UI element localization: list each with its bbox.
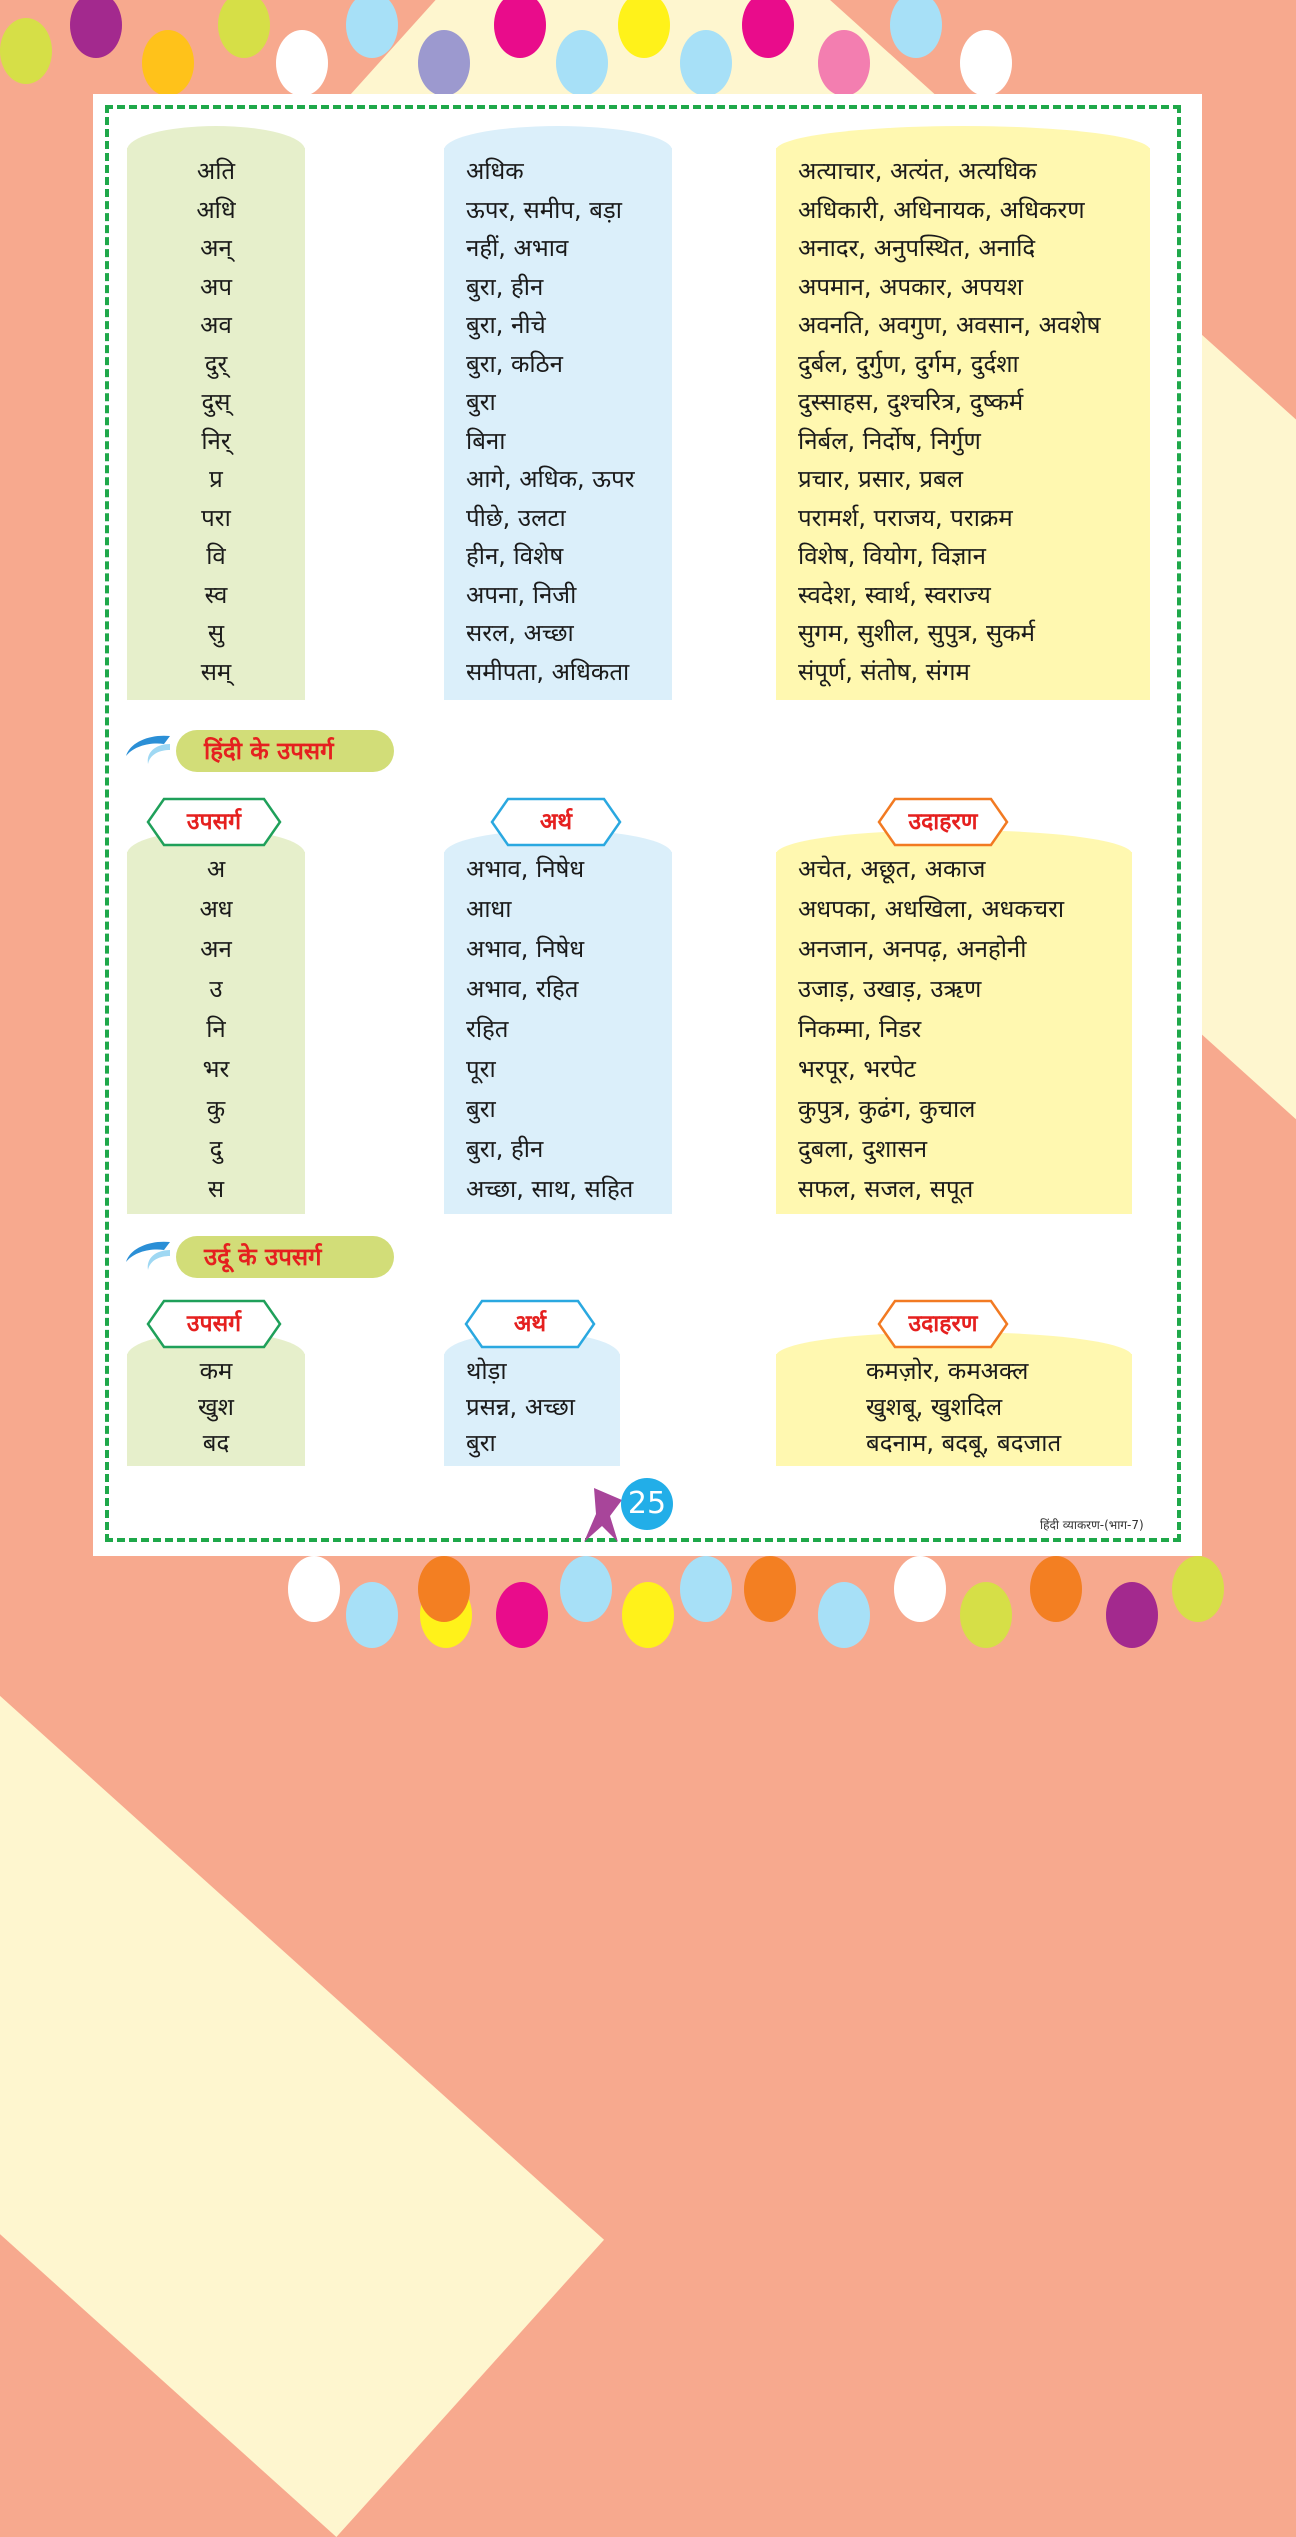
sanskrit-prefixes-meaning-cell: बुरा [466, 388, 496, 416]
sanskrit-prefixes-meaning-cell: हीन, विशेष [466, 542, 564, 570]
sanskrit-prefixes-meaning-cell: पीछे, उलटा [466, 503, 566, 532]
hindi-section-prefix-cell: अन [200, 935, 232, 963]
sanskrit-prefixes-prefix-cell: परा [201, 503, 231, 532]
decorative-dot [890, 0, 942, 58]
hindi-section-meaning-cell: अभाव, निषेध [466, 855, 585, 883]
urdu-header-examples-label: उदाहरण [908, 1311, 978, 1337]
sanskrit-prefixes-meaning-cell: बुरा, हीन [466, 272, 544, 301]
decorative-dot [70, 0, 122, 58]
hindi-section-examples-cell: सफल, सजल, सपूत [798, 1175, 974, 1203]
sanskrit-prefixes-examples-cell: अवनति, अवगुण, अवसान, अवशेष [798, 311, 1101, 339]
sanskrit-prefixes-prefix-cell: स्व [204, 580, 228, 609]
decorative-dot [680, 30, 732, 96]
sanskrit-prefixes-examples-cell: अधिकारी, अधिनायक, अधिकरण [798, 195, 1085, 224]
sanskrit-prefixes-meaning-cell: नहीं, अभाव [466, 234, 569, 262]
decorative-dot [1106, 1582, 1158, 1648]
sanskrit-prefixes-prefix-cell: प्र [209, 465, 223, 493]
hindi-meaning-column [444, 852, 672, 1214]
sanskrit-prefixes-prefix-cell: सु [207, 619, 225, 647]
sanskrit-prefixes-prefix-cell: अति [196, 157, 236, 185]
urdu-header-meaning [464, 1299, 596, 1349]
hindi-section-title-text: हिंदी के उपसर्ग [204, 737, 334, 765]
hindi-section-examples-cell: अधपका, अधखिला, अधकचरा [798, 895, 1065, 923]
sanskrit-prefixes-examples-cell: सुगम, सुशील, सुपुत्र, सुकर्म [798, 619, 1036, 647]
hindi-section-meaning-cell: अभाव, रहित [466, 975, 579, 1003]
hindi-section-prefix-cell: उ [209, 975, 223, 1003]
hindi-section-prefix-cell: दु [209, 1135, 223, 1163]
ribbon-icon [582, 1486, 628, 1544]
sanskrit-prefixes-examples-cell: अपमान, अपकार, अपयश [798, 272, 1024, 301]
urdu-meaning-column [444, 1354, 620, 1466]
hindi-section-meaning-cell: रहित [466, 1015, 509, 1043]
decorative-dot [0, 18, 52, 84]
hindi-section-examples-cell: दुबला, दुशासन [798, 1135, 928, 1163]
hindi-section-meaning-cell: पूरा [466, 1055, 496, 1083]
sanskrit-prefixes-meaning-cell: सरल, अच्छा [466, 619, 574, 647]
decorative-dot [346, 1582, 398, 1648]
hindi-section-examples-cell: निकम्मा, निडर [798, 1015, 922, 1043]
sanskrit-prefixes-prefix-cell: निर् [201, 426, 231, 455]
urdu-header-meaning-label: अर्थ [513, 1311, 547, 1337]
decorative-dot [276, 30, 328, 96]
hindi-section-prefix-cell: अ [206, 855, 226, 883]
hindi-header-meaning-label: अर्थ [539, 809, 573, 835]
sanskrit-prefixes-prefix-cell: अप [200, 272, 232, 301]
sanskrit-prefixes-meaning-cell: बुरा, कठिन [466, 349, 563, 378]
sanskrit-prefixes-prefix-cell: अव [200, 311, 232, 339]
swirl-icon [120, 1238, 172, 1272]
hindi-section-meaning-cell: अभाव, निषेध [466, 935, 585, 963]
urdu-section-meaning-cell: बुरा [466, 1429, 496, 1457]
decorative-dot [560, 1556, 612, 1622]
page-number-badge: 25 [621, 1478, 673, 1530]
sanskrit-prefixes-examples-cell: स्वदेश, स्वार्थ, स्वराज्य [798, 580, 991, 609]
urdu-section-title-text: उर्दू के उपसर्ग [204, 1243, 322, 1271]
sanskrit-meaning-column [444, 148, 672, 700]
urdu-section-title [176, 1236, 394, 1278]
hindi-header-prefix [146, 797, 282, 847]
decorative-dot [1172, 1556, 1224, 1622]
decorative-dot [960, 1582, 1012, 1648]
sanskrit-prefixes-meaning-cell: अपना, निजी [466, 580, 577, 609]
decorative-dot [142, 30, 194, 96]
sanskrit-prefixes-prefix-cell: अधि [196, 195, 236, 224]
swirl-icon [120, 732, 172, 766]
hindi-header-examples [877, 797, 1009, 847]
hindi-section-prefix-cell: नि [206, 1015, 226, 1043]
hindi-header-examples-label: उदाहरण [908, 809, 978, 835]
hindi-examples-column [776, 852, 1132, 1214]
urdu-header-prefix [146, 1299, 282, 1349]
sanskrit-prefixes-meaning-cell: बुरा, नीचे [466, 311, 546, 339]
decorative-dot [418, 1556, 470, 1622]
decorative-dot [680, 1556, 732, 1622]
sanskrit-prefixes-prefix-cell: वि [206, 542, 226, 570]
sanskrit-prefix-column [127, 148, 305, 700]
urdu-section-examples-cell: बदनाम, बदबू, बदजात [866, 1429, 1062, 1457]
sanskrit-prefixes-prefix-cell: दुस् [201, 388, 231, 416]
hindi-section-meaning-cell: अच्छा, साथ, सहित [466, 1175, 634, 1203]
sanskrit-prefixes-examples-cell: परामर्श, पराजय, पराक्रम [798, 503, 1013, 532]
decorative-dot [894, 1556, 946, 1622]
hindi-section-examples-cell: कुपुत्र, कुढंग, कुचाल [798, 1095, 976, 1123]
sanskrit-prefixes-examples-cell: संपूर्ण, संतोष, संगम [798, 657, 970, 686]
sanskrit-prefixes-examples-cell: विशेष, वियोग, विज्ञान [798, 542, 986, 570]
sanskrit-prefixes-prefix-cell: दुर् [204, 349, 228, 378]
urdu-section-prefix-cell: खुश [198, 1393, 234, 1421]
sanskrit-prefixes-examples-cell: दुर्बल, दुर्गुण, दुर्गम, दुर्दशा [798, 349, 1019, 378]
decorative-dot [960, 30, 1012, 96]
sanskrit-prefixes-prefix-cell: अन् [200, 234, 232, 262]
decorative-dot [418, 30, 470, 96]
hindi-section-prefix-cell: भर [202, 1055, 230, 1083]
hindi-section-meaning-cell: बुरा [466, 1095, 496, 1123]
decorative-dot [818, 30, 870, 96]
sanskrit-prefixes-meaning-cell: समीपता, अधिकता [466, 657, 630, 686]
hindi-section-title [176, 730, 394, 772]
sanskrit-prefixes-examples-cell: दुस्साहस, दुश्चरित्र, दुष्कर्म [798, 388, 1024, 416]
urdu-section-prefix-cell: कम [199, 1357, 233, 1385]
urdu-header-examples [877, 1299, 1009, 1349]
sanskrit-prefixes-meaning-cell: अधिक [466, 157, 524, 185]
decorative-dot [496, 1582, 548, 1648]
urdu-header-prefix-label: उपसर्ग [186, 1311, 242, 1337]
sanskrit-prefixes-examples-cell: निर्बल, निर्दोष, निर्गुण [798, 426, 981, 455]
hindi-section-examples-cell: उजाड़, उखाड़, उऋण [798, 975, 982, 1003]
hindi-section-prefix-cell: स [207, 1175, 225, 1203]
hindi-section-prefix-cell: कु [206, 1095, 226, 1123]
decorative-dot [622, 1582, 674, 1648]
hindi-header-prefix-label: उपसर्ग [186, 809, 242, 835]
decorative-dot [556, 30, 608, 96]
hindi-section-meaning-cell: आधा [466, 895, 512, 923]
decorative-dot [288, 1556, 340, 1622]
hindi-section-examples-cell: भरपूर, भरपेट [798, 1055, 916, 1083]
book-title: हिंदी व्याकरण-(भाग-7) [1040, 1518, 1144, 1532]
hindi-header-meaning [490, 797, 622, 847]
urdu-prefix-column [127, 1354, 305, 1466]
urdu-examples-column [776, 1354, 1132, 1466]
urdu-section-meaning-cell: प्रसन्न, अच्छा [466, 1393, 576, 1421]
sanskrit-prefixes-meaning-cell: ऊपर, समीप, बड़ा [466, 195, 622, 224]
hindi-prefix-column [127, 852, 305, 1214]
decorative-dot [818, 1582, 870, 1648]
sanskrit-prefixes-examples-cell: अनादर, अनुपस्थित, अनादि [798, 234, 1036, 262]
decorative-dot [1030, 1556, 1082, 1622]
sanskrit-prefixes-meaning-cell: आगे, अधिक, ऊपर [466, 465, 635, 493]
decorative-dot [218, 0, 270, 58]
hindi-section-meaning-cell: बुरा, हीन [466, 1135, 544, 1163]
sanskrit-prefixes-examples-cell: प्रचार, प्रसार, प्रबल [798, 465, 963, 493]
urdu-section-prefix-cell: बद [202, 1429, 230, 1457]
decorative-dot [744, 1556, 796, 1622]
hindi-section-examples-cell: अचेत, अछूत, अकाज [798, 855, 986, 883]
urdu-section-examples-cell: खुशबू, खुशदिल [866, 1393, 1003, 1421]
urdu-section-meaning-cell: थोड़ा [466, 1357, 507, 1385]
sanskrit-examples-column [776, 148, 1150, 700]
hindi-section-examples-cell: अनजान, अनपढ़, अनहोनी [798, 935, 1027, 963]
hindi-section-prefix-cell: अध [199, 895, 233, 923]
sanskrit-prefixes-prefix-cell: सम् [200, 657, 232, 686]
sanskrit-prefixes-examples-cell: अत्याचार, अत्यंत, अत्यधिक [798, 157, 1037, 185]
urdu-section-examples-cell: कमज़ोर, कमअक्ल [866, 1357, 1029, 1385]
sanskrit-prefixes-meaning-cell: बिना [466, 426, 506, 455]
